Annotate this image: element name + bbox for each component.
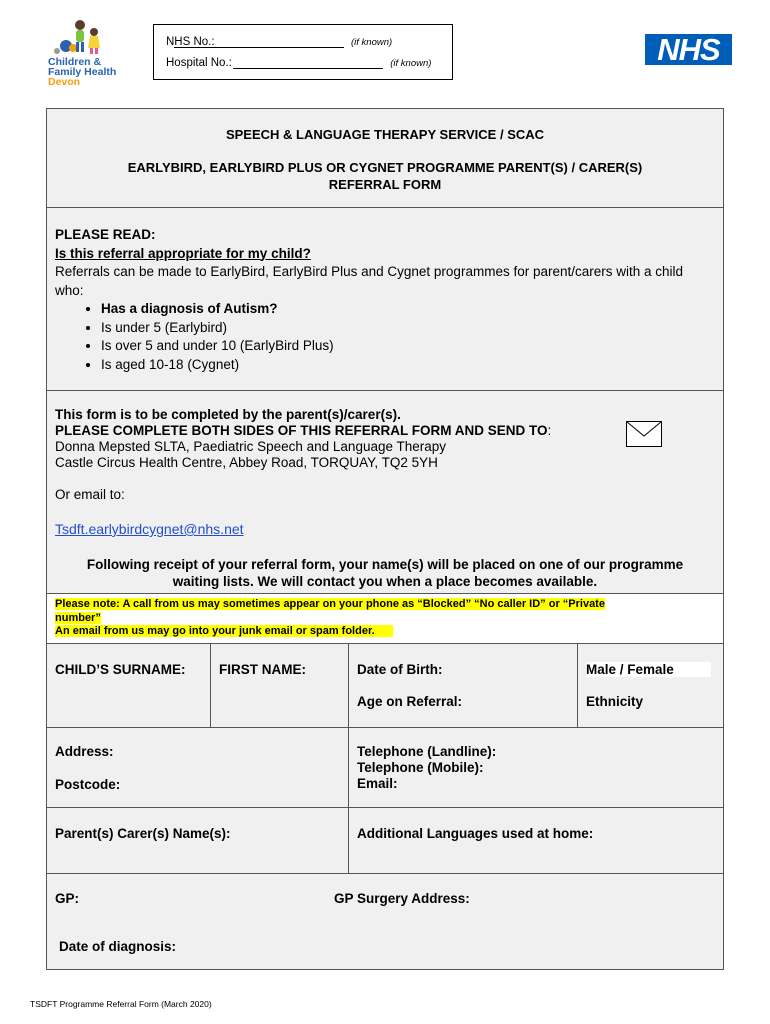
logo-text — [48, 57, 116, 87]
note-line-1 — [55, 598, 715, 612]
carers-names-label: Parent(s) Carer(s) Name(s): — [55, 826, 231, 841]
send-to-line — [55, 423, 715, 439]
nhs-logo: NHS — [645, 34, 732, 65]
service-title: SPEECH & LANGUAGE THERAPY SERVICE / SCAC — [225, 127, 545, 142]
programme-title-line-1: EARLYBIRD, EARLYBIRD PLUS OR CYGNET PROGRAMME PARENT(S) / CARER(S) — [127, 160, 643, 175]
programme-title-line-2: REFERRAL FORM — [328, 177, 442, 192]
logo-line-3: Devon — [48, 76, 81, 88]
referral-intro: Referrals can be made to EarlyBird, EarlyBird Plus and Cygnet programmes for parent/carers with a child who: — [55, 264, 684, 298]
gp-label: GP: — [55, 891, 80, 906]
child-surname-cell[interactable] — [47, 644, 211, 728]
email-label: Email: — [357, 776, 398, 791]
completion-note: This form is to be completed by the parent(s)/carer(s). — [55, 407, 401, 422]
note-line-3-text: An email from us may go into your junk email or spam folder. — [55, 625, 375, 637]
please-read-section — [47, 208, 723, 391]
following-receipt-note — [55, 556, 715, 590]
hospital-number-field[interactable] — [233, 55, 383, 69]
gp-cell[interactable] — [47, 874, 723, 969]
note-line-2-text: number” — [55, 611, 101, 624]
nhs-if-known: (if known) — [350, 37, 393, 48]
form-header — [47, 109, 723, 208]
hospital-if-known: (if known) — [390, 58, 432, 69]
or-email-label: Or email to: — [55, 487, 125, 502]
please-read-heading: PLEASE READ: — [55, 227, 156, 242]
id-number-box — [153, 24, 453, 80]
gp-surgery-address-label: GP Surgery Address: — [334, 891, 470, 906]
referral-email-link[interactable]: Tsdft.earlybirdcygnet@nhs.net — [55, 521, 244, 537]
languages-cell[interactable] — [349, 808, 723, 874]
hospital-number-row — [166, 55, 431, 69]
following-line-1: Following receipt of your referral form, your name(s) will be placed on one of our programme — [86, 557, 684, 572]
appropriate-question: Is this referral appropriate for my child? — [55, 245, 311, 261]
list-item: • Has a diagnosis of Autism? — [101, 300, 715, 319]
logo-line-1: Children & — [48, 56, 102, 68]
telephone-landline-label: Telephone (Landline): — [357, 744, 497, 759]
gender-ethnicity-cell[interactable] — [578, 644, 723, 728]
email-link-row — [55, 521, 715, 538]
note-line-1-text: Please note: A call from us may sometimes appear on your phone as “Blocked” “No caller ID” or “Private — [55, 598, 605, 610]
address-cell[interactable] — [47, 728, 349, 808]
criteria-list — [55, 300, 715, 374]
send-instructions-section — [47, 391, 723, 594]
recipient-name: Donna Mepsted SLTA, Paediatric Speech and Language Therapy — [55, 439, 447, 454]
note-line-3-pad — [375, 625, 393, 637]
list-item: • Is over 5 and under 10 (EarlyBird Plus) — [101, 337, 715, 356]
telephone-email-cell[interactable] — [349, 728, 723, 808]
envelope-icon — [626, 421, 662, 447]
carers-names-cell[interactable] — [47, 808, 349, 874]
list-item: • Is aged 10-18 (Cygnet) — [101, 356, 715, 375]
nhs-number-row — [166, 34, 392, 48]
postcode-label: Postcode: — [55, 777, 121, 792]
send-to-heading: PLEASE COMPLETE BOTH SIDES OF THIS REFERRAL FORM AND SEND TO — [55, 423, 548, 438]
address-label: Address: — [55, 744, 114, 759]
recipient-address: Castle Circus Health Centre, Abbey Road, TORQUAY, TQ2 5YH — [55, 455, 438, 470]
logo-line-2: Family Health — [48, 66, 117, 78]
dob-label: Date of Birth: — [357, 662, 443, 677]
list-item: • Is under 5 (Earlybird) — [101, 319, 715, 338]
note-line-3 — [55, 625, 715, 639]
first-name-cell[interactable] — [211, 644, 349, 728]
referral-form — [46, 108, 724, 970]
following-line-2: waiting lists. We will contact you when a place becomes available. — [172, 574, 598, 589]
ethnicity-label: Ethnicity — [586, 694, 644, 709]
languages-label: Additional Languages used at home: — [357, 826, 594, 841]
footer-text: TSDFT Programme Referral Form (March 2020) — [30, 999, 212, 1009]
send-to-colon: : — [547, 423, 552, 438]
gender-label: Male / Female — [586, 662, 711, 677]
diagnosis-date-label: Date of diagnosis: — [59, 939, 177, 954]
age-referral-label: Age on Referral: — [357, 694, 463, 709]
dob-age-cell[interactable] — [349, 644, 578, 728]
child-surname-label: CHILD’S SURNAME: — [55, 662, 186, 677]
nhs-number-field[interactable] — [174, 34, 344, 48]
note-line-2 — [55, 612, 715, 626]
hospital-number-label: Hospital No.: — [166, 57, 232, 69]
telephone-mobile-label: Telephone (Mobile): — [357, 760, 484, 775]
first-name-label: FIRST NAME: — [219, 662, 306, 677]
contact-note-section — [47, 594, 723, 644]
programme-title — [47, 159, 723, 193]
children-figures-icon — [46, 18, 130, 58]
nhs-number-label: NHS No.: — [166, 36, 215, 48]
